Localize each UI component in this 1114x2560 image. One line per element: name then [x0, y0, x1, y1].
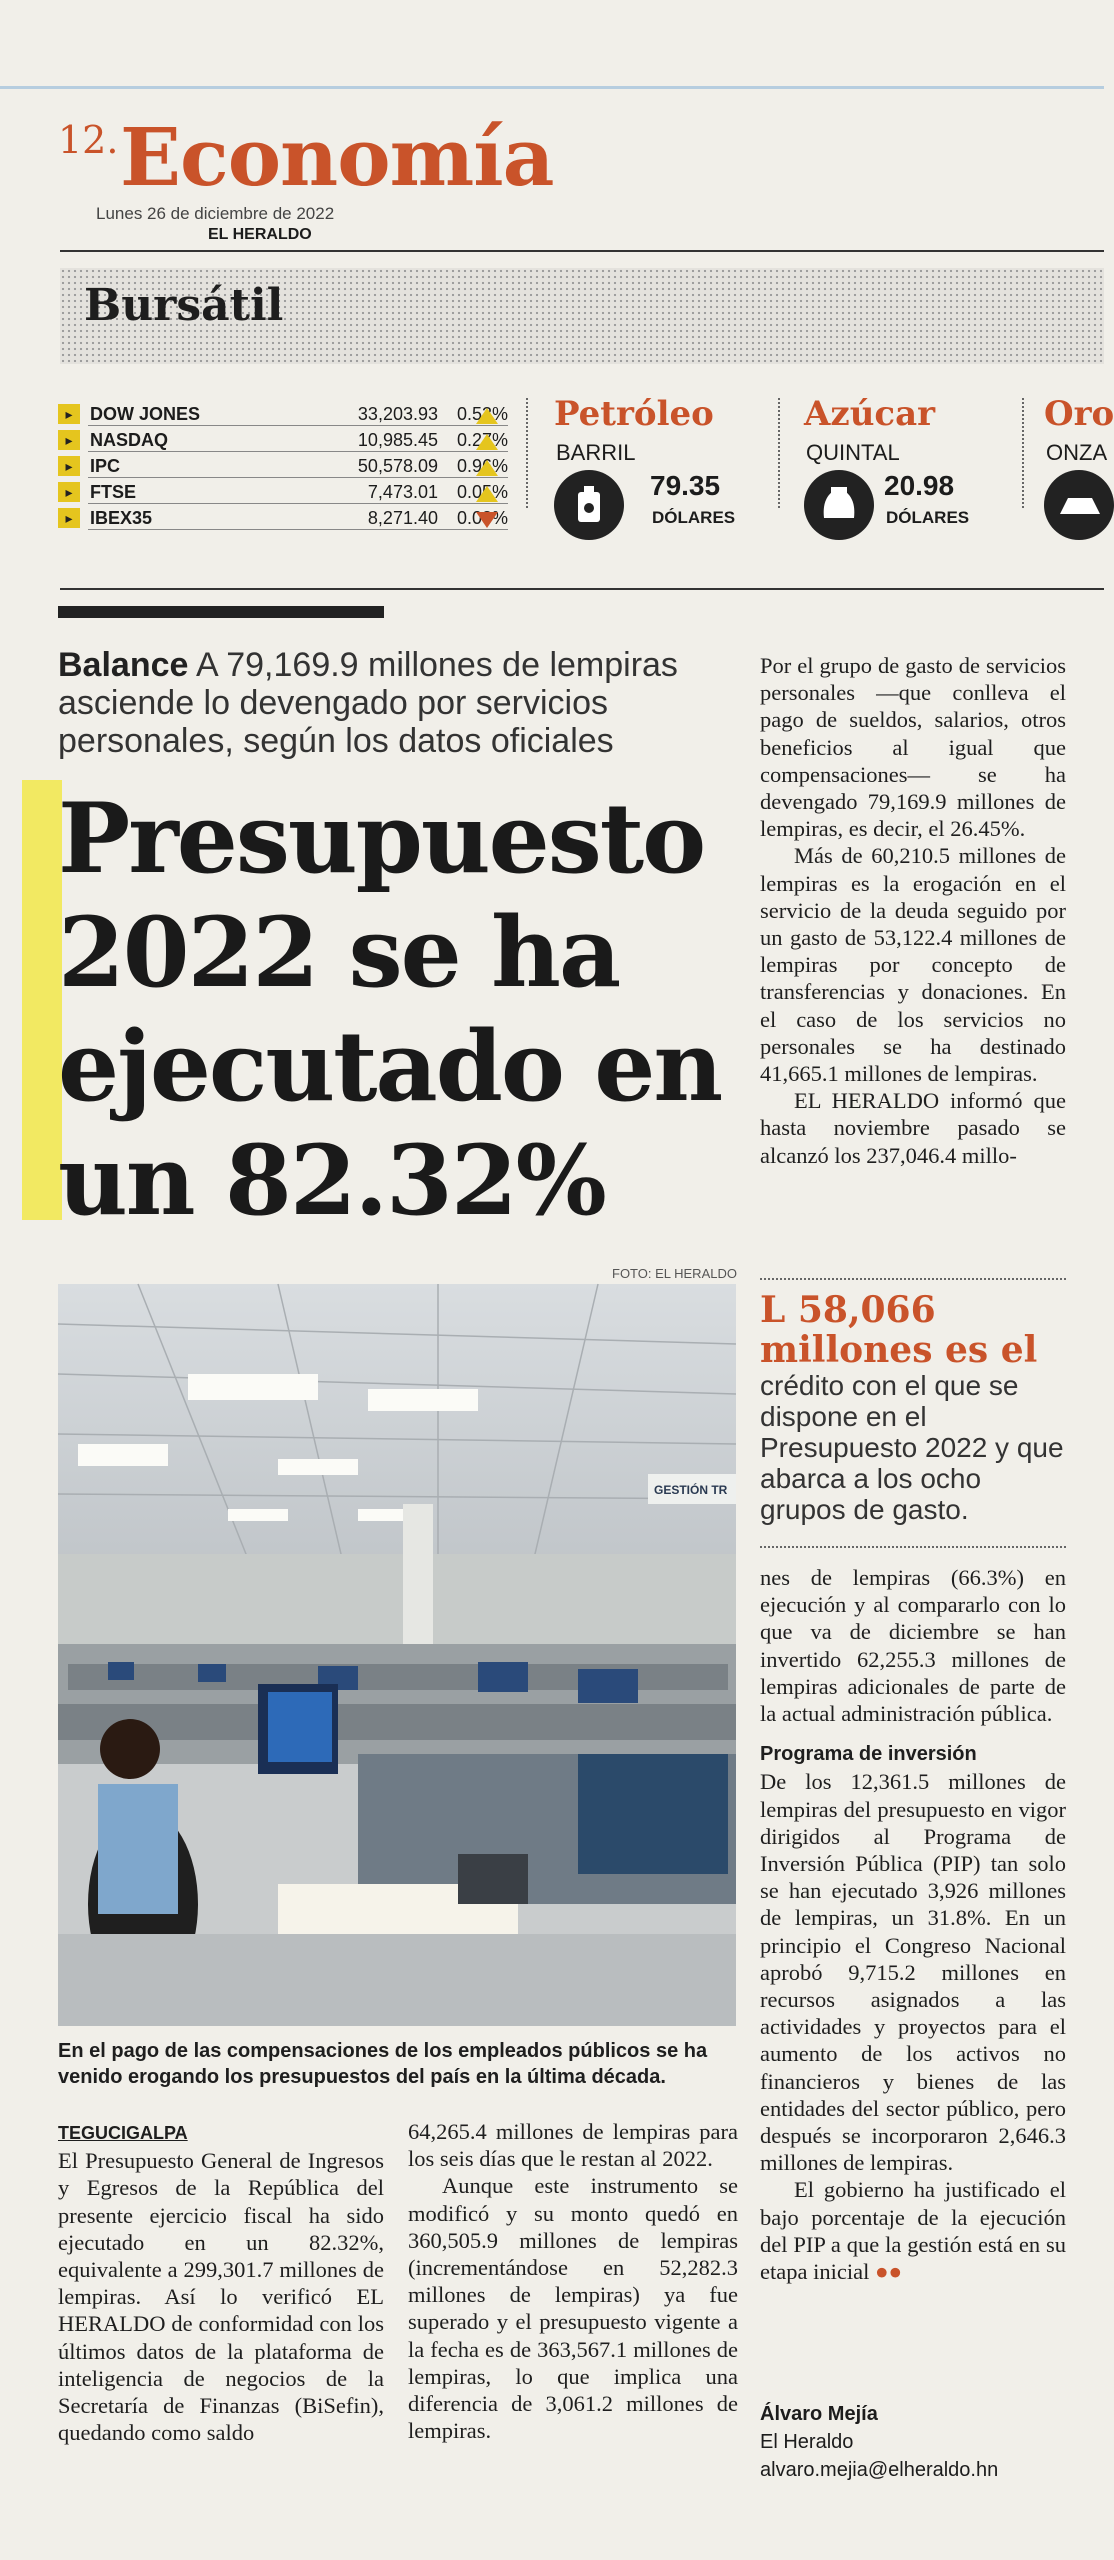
- oil-can-icon: [554, 470, 624, 540]
- chevron-right-icon: ▸: [58, 430, 80, 450]
- paragraph: Más de 60,210.5 millones de lempiras es la erogación en el servicio de la deuda seguido por un gasto de 53,122.4 millones de lempiras por concepto de transferencias y donaciones. En el caso de los servicios no personales se ha destinado 41,665.1 millones de lempiras.: [760, 843, 1066, 1087]
- lede-bar: [58, 606, 384, 618]
- author-outlet: El Heraldo: [760, 2431, 854, 2453]
- photo-credit: FOTO: EL HERALDO: [612, 1266, 737, 1281]
- index-change: 0.08%: [456, 508, 508, 528]
- paragraph: El Presupuesto General de Ingresos y Egresos de la República del presente ejercicio fiscal ha sido ejecutado en un 82.32%, equivalente a 299,301.7 millones de lempiras. Así lo verificó EL HERALDO de conformidad con los últimos datos de la plataforma de inteligencia de negocios de la Secretaría de Finanzas (BiSefin), quedando como saldo: [58, 2148, 384, 2446]
- commodity-currency: DÓLARES: [652, 508, 736, 527]
- article-column-3-bottom: [760, 1564, 1066, 2285]
- author-name: Álvaro Mejía: [760, 2403, 878, 2425]
- market-indices-table: [0, 402, 540, 542]
- paragraph-text: El gobierno ha justificado el bajo porcentaje de la ejecución del PIP a que la gestión está en su etapa inicial: [760, 2177, 1066, 2285]
- pullquote-text: crédito con el que se dispone en el Presupuesto 2022 y que abarca a los ocho grupos de gasto.: [760, 1370, 1064, 1525]
- commodity-value: 79.35: [650, 470, 721, 501]
- up-triangle-icon: [476, 408, 498, 424]
- author-block: [760, 2400, 998, 2484]
- index-name: FTSE: [90, 482, 137, 502]
- paragraph: Aunque este instrumento se modificó y su monto quedó en 360,505.9 millones de lempiras (incrementándose en 52,282.3 millones de lempiras) ya fue superado y el presupuesto vigente a la fecha es de 363,567.1 millones de lempiras, lo que implica una diferencia de 3,061.2 millones de lempiras.: [408, 2173, 738, 2444]
- column-divider: [526, 398, 528, 508]
- article-lede: [58, 646, 718, 760]
- paragraph: EL HERALDO informó que hasta noviembre pasado se alcanzó los 237,046.4 millo-: [760, 1088, 1066, 1168]
- index-row: [58, 454, 528, 478]
- commodity-unit: BARRIL: [556, 440, 636, 465]
- chevron-right-icon: ▸: [58, 404, 80, 424]
- row-divider: [88, 503, 508, 504]
- article-headline: Presupuesto 2022 se ha ejecutado en un 82.32%: [58, 782, 722, 1237]
- chevron-right-icon: ▸: [58, 456, 80, 476]
- row-divider: [88, 477, 508, 478]
- index-name: IPC: [90, 456, 121, 476]
- paragraph: Por el grupo de gasto de servicios personales —que conlleva el pago de sueldos, salarios, otros beneficios al igual que compensaciones— se ha devengado 79,169.9 millones de lempiras, es decir, el 26.45%.: [760, 653, 1066, 842]
- top-rule: [0, 86, 1104, 89]
- up-triangle-icon: [476, 460, 498, 476]
- row-divider: [88, 425, 508, 426]
- index-row: [58, 480, 528, 504]
- index-change: 0.05%: [456, 482, 508, 502]
- office-sign: GESTIÓN TR: [654, 1483, 728, 1497]
- column-divider: [778, 398, 780, 508]
- index-name: DOW JONES: [90, 404, 201, 424]
- pull-quote: [760, 1290, 1066, 1525]
- lede-text: A 79,169.9 millones de lempiras asciende lo devengado por servicios personales, según los datos oficiales: [58, 646, 678, 760]
- commodity-name: Petróleo: [554, 394, 714, 434]
- index-value: 8,271.40: [367, 508, 438, 528]
- column-divider: [1022, 398, 1024, 508]
- page-number: 12.: [58, 118, 119, 162]
- index-change: 0.96%: [456, 456, 508, 476]
- row-divider: [88, 529, 508, 530]
- newspaper-name: EL HERALDO: [208, 226, 312, 243]
- down-triangle-icon: [476, 512, 498, 528]
- commodity-unit: QUINTAL: [806, 440, 900, 465]
- up-triangle-icon: [476, 486, 498, 502]
- pullquote-divider: [760, 1278, 1066, 1280]
- article-column-3-top: [760, 652, 1066, 1169]
- commodity-name: Oro: [1044, 394, 1114, 434]
- index-name: NASDAQ: [90, 430, 169, 450]
- paragraph: nes de lempiras (66.3%) en ejecución y al compararlo con lo que va de diciembre se han invertido 62,255.3 millones de lempiras adicionales de parte de la actual administración pública.: [760, 1565, 1066, 1727]
- author-email[interactable]: alvaro.mejia@elheraldo.hn: [760, 2459, 999, 2481]
- commodity-value: 20.98: [884, 470, 955, 501]
- subheading: Programa de inversión: [760, 1743, 977, 1766]
- photo-caption: En el pago de las compensaciones de los empleados públicos se ha venido erogando los presupuestos del país en la última década.: [58, 2040, 708, 2088]
- index-value: 50,578.09: [357, 456, 438, 476]
- article-column-1: [58, 2120, 384, 2446]
- highlight-mark: [22, 780, 62, 1220]
- dateline: TEGUCIGALPA: [58, 2123, 188, 2143]
- index-row: [58, 402, 528, 426]
- index-row: [58, 506, 528, 530]
- section-title: Economía: [120, 110, 554, 204]
- market-title: Bursátil: [84, 280, 284, 331]
- lede-kicker: Balance: [58, 646, 189, 684]
- index-change: 0.53%: [456, 404, 508, 424]
- paragraph: 64,265.4 millones de lempiras para los seis días que le restan al 2022.: [408, 2119, 738, 2172]
- commodity-currency: DÓLARES: [886, 508, 970, 527]
- index-name: IBEX35: [90, 508, 153, 528]
- office-photo: [58, 1284, 736, 2026]
- commodity-name: Azúcar: [804, 394, 936, 434]
- chevron-right-icon: ▸: [58, 508, 80, 528]
- sugar-sack-icon: [804, 470, 874, 540]
- index-value: 33,203.93: [357, 404, 438, 424]
- paragraph: [760, 2176, 1066, 2285]
- article-column-2: [408, 2118, 738, 2444]
- index-change: 0.27%: [456, 430, 508, 450]
- header-divider: [60, 250, 1104, 252]
- gold-bar-icon: [1044, 470, 1114, 540]
- index-value: 7,473.01: [367, 482, 438, 502]
- paragraph: De los 12,361.5 millones de lempiras del presupuesto en vigor dirigidos al Programa de Inversión Pública (PIP) tan solo se han ejecutado 3,926 millones de lempiras, un 31.8%. En un principio el Congreso Nacional aprobó 9,715.2 millones en recursos asignados a las actividades y proyectos para el aumento de los activos no financieros y bienes de las entidades del sector público, pero después se incorporaron 2,646.3 millones de lempiras.: [760, 1769, 1066, 2176]
- row-divider: [88, 451, 508, 452]
- publication-date: Lunes 26 de diciembre de 2022: [96, 204, 335, 223]
- up-triangle-icon: [476, 434, 498, 450]
- market-bottom-divider: [60, 588, 1104, 590]
- pullquote-divider: [760, 1546, 1066, 1548]
- commodity-unit: ONZA: [1046, 440, 1108, 465]
- end-mark-icon: ●●: [874, 2259, 903, 2285]
- index-row: [58, 428, 528, 452]
- index-value: 10,985.45: [357, 430, 438, 450]
- chevron-right-icon: ▸: [58, 482, 80, 502]
- pullquote-headline: L 58,066 millones es el: [760, 1289, 1038, 1371]
